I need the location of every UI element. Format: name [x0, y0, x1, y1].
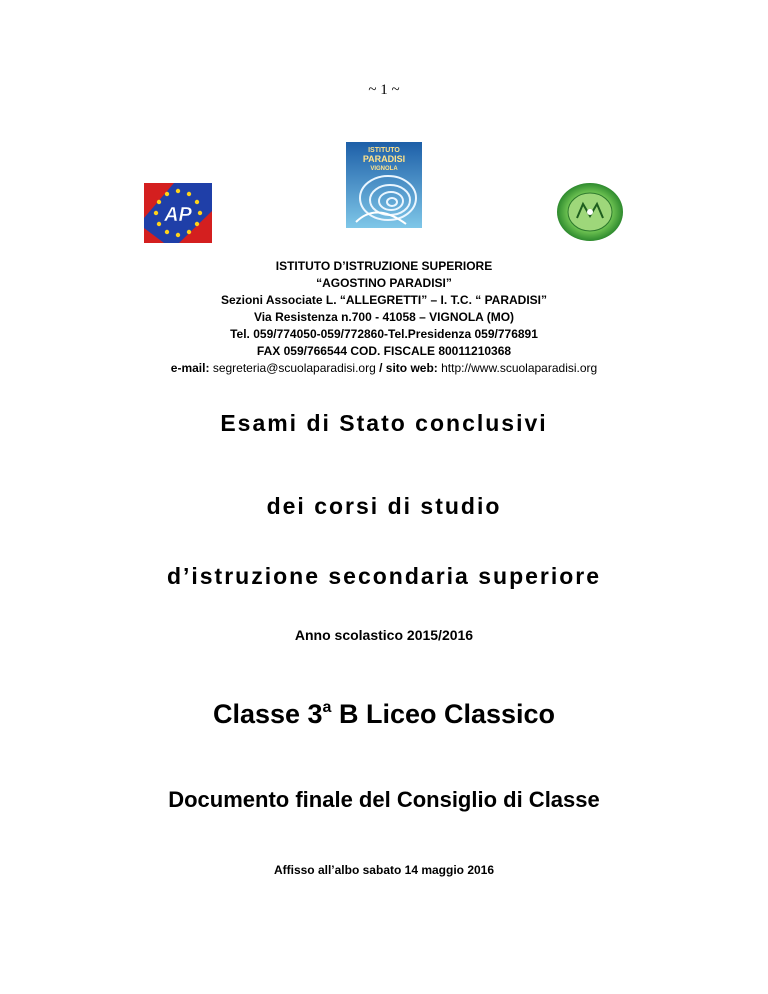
title-line-3: d’istruzione secondaria superiore	[166, 563, 602, 589]
title-line-1: Esami di Stato conclusivi	[220, 410, 548, 436]
istituto-paradisi-logo	[346, 142, 422, 228]
document-title: Documento finale del Consiglio di Classe	[168, 787, 600, 812]
title-line-2: dei corsi di studio	[266, 493, 502, 519]
school-header	[0, 258, 768, 377]
web-label: / sito web:	[379, 361, 438, 375]
website-link[interactable]: http://www.scuolaparadisi.org	[441, 361, 598, 375]
paradisi-line1: ISTITUTO	[368, 147, 400, 154]
email-link[interactable]: segreteria@scuolaparadisi.org	[212, 361, 376, 375]
ap-logo-text: AP	[164, 204, 192, 226]
page-number: ~ 1 ~	[368, 82, 400, 98]
header-line-6: FAX 059/766544 COD. FISCALE 80011210368	[256, 344, 512, 358]
header-line-4: Via Resistenza n.700 - 41058 – VIGNOLA (MO)	[253, 310, 515, 324]
school-year: Anno scolastico 2015/2016	[294, 627, 474, 643]
class-prefix: Classe 3	[212, 699, 323, 729]
header-line-1: ISTITUTO D’ISTRUZIONE SUPERIORE	[275, 259, 493, 273]
header-line-3: Sezioni Associate L. “ALLEGRETTI” – I. T.C. “ PARADISI”	[220, 293, 548, 307]
header-line-2: “AGOSTINO PARADISI”	[316, 276, 452, 290]
class-suffix: B Liceo Classico	[331, 699, 556, 729]
paradisi-line2: PARADISI	[362, 154, 406, 164]
email-label: e-mail:	[170, 361, 210, 375]
posting-date: Affisso all’albo sabato 14 maggio 2016	[273, 863, 495, 877]
class-superscript: a	[322, 699, 332, 716]
header-line-5: Tel. 059/774050-059/772860-Tel.Presidenza 059/776891	[230, 327, 538, 341]
allegretti-seal-logo	[555, 182, 625, 242]
class-heading	[0, 699, 768, 730]
paradisi-line3: VIGNOLA	[370, 166, 398, 172]
header-contact-line	[0, 360, 768, 377]
ap-eu-logo	[144, 183, 212, 243]
